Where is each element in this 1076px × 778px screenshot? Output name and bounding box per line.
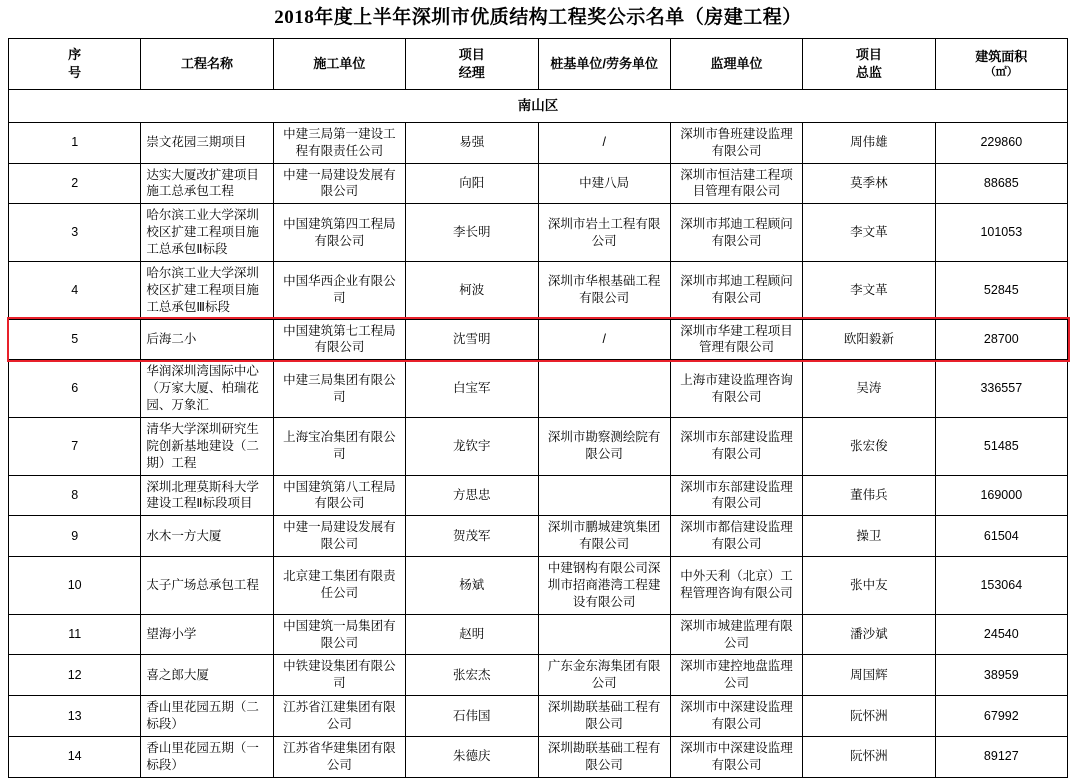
- cell-constructor: 江苏省江建集团有限公司: [273, 696, 405, 737]
- cell-director: 李文革: [803, 204, 935, 262]
- cell-project-name: 喜之郎大厦: [141, 655, 273, 696]
- cell-floor-area: 52845: [935, 261, 1067, 319]
- cell-constructor: 中国华西企业有限公司: [273, 261, 405, 319]
- cell-constructor: 中建一局建设发展有限公司: [273, 163, 405, 204]
- cell-supervisor: 深圳市都信建设监理有限公司: [670, 516, 802, 557]
- cell-pile-unit: /: [538, 122, 670, 163]
- table-row: [9, 360, 1068, 418]
- cell-floor-area: 229860: [935, 122, 1067, 163]
- cell-constructor: 上海宝冶集团有限公司: [273, 417, 405, 475]
- cell-project-name: 哈尔滨工业大学深圳校区扩建工程项目施工总承包Ⅱ标段: [141, 204, 273, 262]
- cell-pile-unit: [538, 614, 670, 655]
- table-header: [9, 38, 1068, 89]
- cell-director: 董伟兵: [803, 475, 935, 516]
- cell-supervisor: 深圳市鲁班建设监理有限公司: [670, 122, 802, 163]
- cell-floor-area: 88685: [935, 163, 1067, 204]
- table-row: [9, 417, 1068, 475]
- cell-supervisor: 深圳市中深建设监理有限公司: [670, 736, 802, 777]
- cell-number: 5: [9, 319, 141, 360]
- cell-number: 10: [9, 557, 141, 615]
- cell-manager: 李长明: [406, 204, 538, 262]
- cell-number: 9: [9, 516, 141, 557]
- cell-pile-unit: 深圳勘联基础工程有限公司: [538, 736, 670, 777]
- cell-manager: 易强: [406, 122, 538, 163]
- cell-number: 11: [9, 614, 141, 655]
- cell-floor-area: 169000: [935, 475, 1067, 516]
- cell-number: 2: [9, 163, 141, 204]
- cell-project-name: 崇文花园三期项目: [141, 122, 273, 163]
- cell-number: 7: [9, 417, 141, 475]
- cell-project-name: 华润深圳湾国际中心（万家大厦、柏瑞花园、万象汇: [141, 360, 273, 418]
- cell-manager: 龙钦宇: [406, 417, 538, 475]
- column-header-constructor: 施工单位: [273, 38, 405, 89]
- cell-project-name: 香山里花园五期（二标段）: [141, 696, 273, 737]
- cell-number: 6: [9, 360, 141, 418]
- cell-manager: 朱德庆: [406, 736, 538, 777]
- region-row: [9, 89, 1068, 122]
- cell-manager: 赵明: [406, 614, 538, 655]
- table-row: [9, 696, 1068, 737]
- cell-number: 3: [9, 204, 141, 262]
- cell-floor-area: 336557: [935, 360, 1067, 418]
- cell-floor-area: 28700: [935, 319, 1067, 360]
- cell-pile-unit: 深圳勘联基础工程有限公司: [538, 696, 670, 737]
- table-row: [9, 261, 1068, 319]
- cell-manager: 石伟国: [406, 696, 538, 737]
- cell-floor-area: 153064: [935, 557, 1067, 615]
- cell-pile-unit: [538, 360, 670, 418]
- cell-constructor: 中建三局集团有限公司: [273, 360, 405, 418]
- table-row: [9, 614, 1068, 655]
- cell-floor-area: 67992: [935, 696, 1067, 737]
- table-row: [9, 122, 1068, 163]
- cell-pile-unit: /: [538, 319, 670, 360]
- cell-project-name: 望海小学: [141, 614, 273, 655]
- column-header-project-name: 工程名称: [141, 38, 273, 89]
- cell-supervisor: 深圳市中深建设监理有限公司: [670, 696, 802, 737]
- cell-supervisor: 深圳市邦迪工程顾问有限公司: [670, 204, 802, 262]
- cell-manager: 柯波: [406, 261, 538, 319]
- cell-project-name: 清华大学深圳研究生院创新基地建设（二期）工程: [141, 417, 273, 475]
- cell-manager: 白宝军: [406, 360, 538, 418]
- cell-project-name: 深圳北理莫斯科大学建设工程Ⅱ标段项目: [141, 475, 273, 516]
- cell-manager: 方思忠: [406, 475, 538, 516]
- cell-constructor: 中国建筑第四工程局有限公司: [273, 204, 405, 262]
- cell-number: 8: [9, 475, 141, 516]
- cell-manager: 贺茂军: [406, 516, 538, 557]
- cell-constructor: 中建三局第一建设工程有限责任公司: [273, 122, 405, 163]
- cell-floor-area: 101053: [935, 204, 1067, 262]
- cell-project-name: 水木一方大厦: [141, 516, 273, 557]
- cell-constructor: 北京建工集团有限责任公司: [273, 557, 405, 615]
- cell-project-name: 香山里花园五期（一标段）: [141, 736, 273, 777]
- cell-supervisor: 深圳市东部建设监理有限公司: [670, 475, 802, 516]
- table-row: [9, 204, 1068, 262]
- cell-director: 张中友: [803, 557, 935, 615]
- column-header-supervisor: 监理单位: [670, 38, 802, 89]
- table-row: [9, 655, 1068, 696]
- cell-manager: 杨斌: [406, 557, 538, 615]
- cell-floor-area: 38959: [935, 655, 1067, 696]
- cell-floor-area: 24540: [935, 614, 1067, 655]
- column-header-director-line2: 总监: [855, 64, 882, 80]
- cell-project-name: 太子广场总承包工程: [141, 557, 273, 615]
- cell-director: 莫季林: [803, 163, 935, 204]
- table-body: [9, 89, 1068, 777]
- column-header-pile-unit: 桩基单位/劳务单位: [538, 38, 670, 89]
- cell-pile-unit: 深圳市岩土工程有限公司: [538, 204, 670, 262]
- cell-director: 潘沙斌: [803, 614, 935, 655]
- cell-director: 张宏俊: [803, 417, 935, 475]
- table-row: [9, 163, 1068, 204]
- column-header-floor-area: [935, 38, 1067, 89]
- column-header-number: [9, 38, 141, 89]
- cell-number: 12: [9, 655, 141, 696]
- cell-pile-unit: 深圳市鹏城建筑集团有限公司: [538, 516, 670, 557]
- cell-supervisor: 深圳市邦迪工程顾问有限公司: [670, 261, 802, 319]
- cell-number: 13: [9, 696, 141, 737]
- cell-number: 14: [9, 736, 141, 777]
- cell-director: 操卫: [803, 516, 935, 557]
- cell-supervisor: 深圳市建控地盘监理公司: [670, 655, 802, 696]
- cell-supervisor: 深圳市恒洁建工程项目管理有限公司: [670, 163, 802, 204]
- column-header-number-line1: 序: [68, 47, 82, 63]
- cell-number: 4: [9, 261, 141, 319]
- table-row: [9, 319, 1068, 360]
- cell-supervisor: 深圳市城建监理有限公司: [670, 614, 802, 655]
- cell-floor-area: 89127: [935, 736, 1067, 777]
- cell-supervisor: 上海市建设监理咨询有限公司: [670, 360, 802, 418]
- cell-number: 1: [9, 122, 141, 163]
- cell-project-name: 哈尔滨工业大学深圳校区扩建工程项目施工总承包Ⅲ标段: [141, 261, 273, 319]
- cell-pile-unit: 深圳市勘察测绘院有限公司: [538, 417, 670, 475]
- cell-director: 周伟雄: [803, 122, 935, 163]
- cell-constructor: 江苏省华建集团有限公司: [273, 736, 405, 777]
- column-header-manager-line1: 项目: [458, 47, 485, 63]
- cell-constructor: 中建一局建设发展有限公司: [273, 516, 405, 557]
- cell-floor-area: 51485: [935, 417, 1067, 475]
- column-header-manager-line2: 经理: [458, 64, 485, 80]
- column-header-manager: [406, 38, 538, 89]
- cell-constructor: 中国建筑一局集团有限公司: [273, 614, 405, 655]
- cell-supervisor: 中外天利（北京）工程管理咨询有限公司: [670, 557, 802, 615]
- award-list-table: [8, 38, 1068, 778]
- column-header-number-line2: 号: [68, 64, 82, 80]
- cell-pile-unit: 中建钢构有限公司深圳市招商港湾工程建设有限公司: [538, 557, 670, 615]
- cell-pile-unit: 深圳市华根基础工程有限公司: [538, 261, 670, 319]
- cell-constructor: 中铁建设集团有限公司: [273, 655, 405, 696]
- cell-director: 欧阳毅新: [803, 319, 935, 360]
- column-header-floor-area-line2: （㎡）: [984, 66, 1018, 79]
- cell-director: 吴涛: [803, 360, 935, 418]
- column-header-director-line1: 项目: [855, 47, 882, 63]
- table-row: [9, 475, 1068, 516]
- column-header-director: [803, 38, 935, 89]
- cell-manager: 沈雪明: [406, 319, 538, 360]
- table-header-row: [9, 38, 1068, 89]
- table-row: [9, 736, 1068, 777]
- page-title: 2018年度上半年深圳市优质结构工程奖公示名单（房建工程）: [274, 7, 802, 28]
- cell-director: 李文革: [803, 261, 935, 319]
- table-row: [9, 557, 1068, 615]
- cell-project-name: 达实大厦改扩建项目施工总承包工程: [141, 163, 273, 204]
- cell-director: 阮怀洲: [803, 696, 935, 737]
- cell-constructor: 中国建筑第八工程局有限公司: [273, 475, 405, 516]
- cell-constructor: 中国建筑第七工程局有限公司: [273, 319, 405, 360]
- cell-pile-unit: [538, 475, 670, 516]
- cell-floor-area: 61504: [935, 516, 1067, 557]
- cell-manager: 张宏杰: [406, 655, 538, 696]
- cell-director: 阮怀洲: [803, 736, 935, 777]
- cell-supervisor: 深圳市华建工程项目管理有限公司: [670, 319, 802, 360]
- cell-director: 周国辉: [803, 655, 935, 696]
- cell-supervisor: 深圳市东部建设监理有限公司: [670, 417, 802, 475]
- region-label: 南山区: [9, 89, 1068, 122]
- cell-pile-unit: 广东金东海集团有限公司: [538, 655, 670, 696]
- column-header-floor-area-line1: 建筑面积: [975, 48, 1028, 64]
- cell-manager: 向阳: [406, 163, 538, 204]
- cell-project-name: 后海二小: [141, 319, 273, 360]
- table-row: [9, 516, 1068, 557]
- cell-pile-unit: 中建八局: [538, 163, 670, 204]
